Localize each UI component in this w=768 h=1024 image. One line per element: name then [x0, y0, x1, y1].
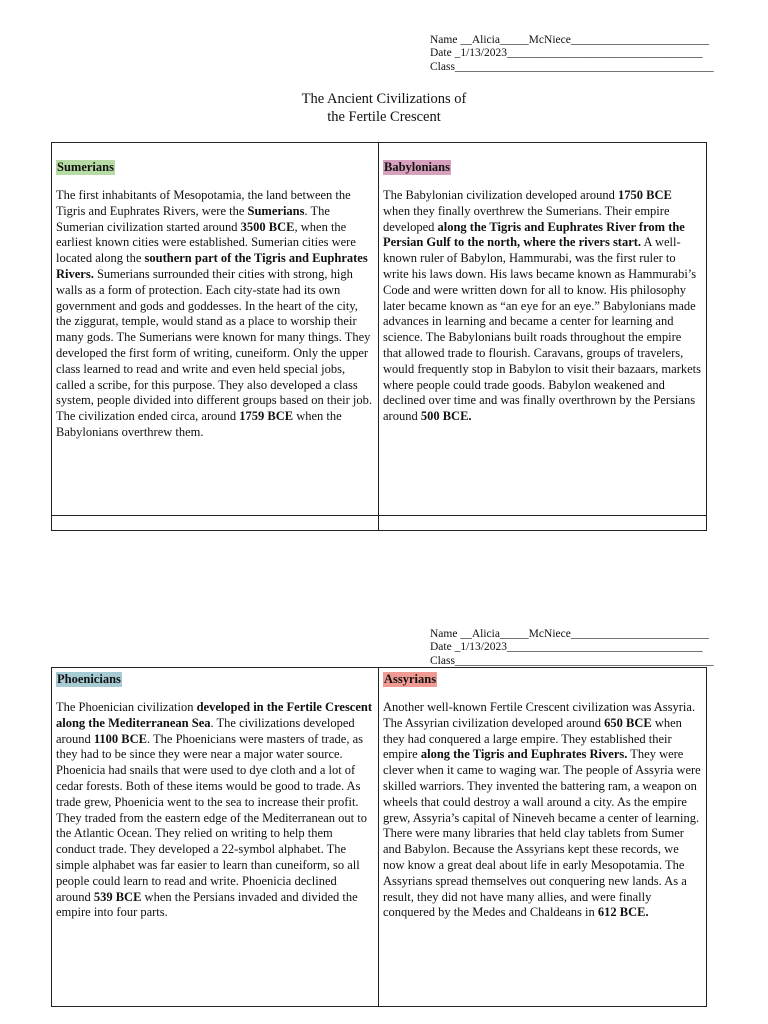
- text-run: The Phoenician civilization: [56, 700, 197, 714]
- title-line-1: The Ancient Civilizations of: [301, 91, 467, 107]
- table-bottom-divider: [378, 667, 379, 1007]
- assyrians-heading: Assyrians: [384, 672, 437, 686]
- name-line: Name __Alicia_____McNiece________________________: [430, 628, 709, 640]
- phoenicians-heading: Phoenicians: [57, 672, 121, 686]
- bold-run: southern part of the Tigris and Euphrates Rivers.: [56, 251, 368, 281]
- text-run: The first inhabitants of Mesopotamia, the land between the Tigris and Euphrates Rivers, were the: [56, 188, 351, 218]
- sumerians-cell: [56, 158, 374, 513]
- phoenicians-text: [56, 700, 374, 921]
- class-line: Class_____________________________________________: [430, 60, 714, 73]
- text-run: when the Persians invaded and divided the empire into four parts.: [56, 889, 358, 920]
- page-title: [0, 90, 768, 126]
- bold-run: 1100 BCE: [93, 731, 147, 746]
- bold-run: 650 BCE: [604, 715, 652, 730]
- text-run: Another well-known Fertile Crescent civilization was Assyria. The Assyrian civilization developed around: [383, 700, 696, 730]
- name-line: Name __Alicia_____McNiece________________________: [430, 34, 709, 46]
- bold-run: 539 BCE: [93, 889, 142, 904]
- phoenicians-cell: [56, 670, 374, 1004]
- bold-run: developed in the Fertile Crescent along the Mediterranean: [56, 700, 373, 730]
- bold-run: 1759 BCE: [239, 409, 294, 424]
- text-run: when they finally overthrew the Sumerians. Their empire developed: [383, 203, 670, 234]
- bold-run: along the Tigris and Euphrates Rivers.: [420, 747, 628, 762]
- date-line: Date _1/13/2023__________________________________: [430, 641, 703, 654]
- text-run: They were clever when it came to waging war. The people of Assyria were skilled warriors. They invented the battering ram, a weapon on wheels that could destroy a wall around a city. As the empire grew, Assyria’s capital of Nineveh became a center of learning. There were many libraries that held clay tablets from Sumer and Babylon. Because the Assyrians kept these records, we now know a great deal about life in early Mesopotamia. The Assyrians spread themselves out conquering new lands. As a result, they did not have many allies, and were finally conquered by the Medes and Chaldeans in: [383, 747, 701, 920]
- babylonians-text: [383, 188, 701, 425]
- text-run: , when the earliest known cities were established. Sumerian cities were located along the: [56, 219, 356, 266]
- bold-run: 1750 BCE: [618, 188, 672, 202]
- text-run: . The civilizations developed around: [56, 715, 355, 746]
- assyrians-text: [383, 700, 703, 921]
- bold-run: 3500 BCE: [240, 219, 295, 234]
- text-run: The Babylonian civilization developed around: [383, 188, 618, 202]
- text-run: . The Sumerian civilization started around: [56, 203, 330, 234]
- babylonians-cell: [383, 158, 701, 513]
- bold-run: 500 BCE.: [420, 409, 472, 424]
- babylonians-heading: Babylonians: [384, 160, 451, 174]
- student-info-header-2: [430, 628, 714, 668]
- title-line-2: the Fertile Crescent: [327, 109, 441, 125]
- assyrians-cell: [383, 670, 703, 1004]
- table-top-divider: [378, 142, 379, 531]
- student-info-header: [430, 34, 714, 74]
- text-run: . The Phoenicians were masters of trade, as they had to be since they were near a major water source. Phoenicia had snails that were used to dye cloth and a lot of cedar forests. Both of these items would be good to trade. As trade grew, Phoenicia went to the sea to increase their profit. They traded from the eastern edge of the Mediterranean out to the Atlantic Ocean. They relied on writing to help them conduct trade. They developed a 22-symbol alphabet. The simple alphabet was far easier to learn than cuneiform, so all people could learn to read and write. Phoenicia declined around: [56, 731, 367, 904]
- bold-run: along the Tigris and Euphrates River from the Persian Gulf to the north, where the rivers start.: [383, 219, 685, 250]
- text-run: Sumerians surrounded their cities with strong, high walls as a form of protection. Each city-state had its own government and gods and goddesses. In the heart of the city, the ziggurat, temple, would stand as a place to worship their many gods. The Sumerians were known for many things. They developed the first form of writing, cuneiform. Only the upper class learned to read and write and even held special jobs, called a scribe, for this purpose. They also developed a class system, people divided into different groups based on their job. The civilization ended circa, around: [56, 266, 373, 424]
- text-run: when the Babylonians overthrew them.: [56, 409, 342, 439]
- text-run: A well-known ruler of Babylon, Hammurabi, was the first ruler to write his laws down. His laws became known as Hammurabi’s Code and were written down for all to know. His philosophy later became known as “an eye for an eye.” Babylonians made advances in learning and became a center for learning and science. The Babylonians built roads throughout the empire that allowed trade to flourish. Caravans, groups of travelers, would frequently stop in Babylon to visit their bazaars, markets where people could trade goods. Babylon weakened and declined over time and was finally overthrown by the Persians around: [383, 235, 701, 424]
- bold-run: 612 BCE.: [597, 905, 649, 920]
- text-run: when they had conquered a large empire. They established their empire: [383, 715, 682, 762]
- table-top-footer-line: [51, 515, 707, 516]
- bold-run: Sumerians: [247, 203, 305, 218]
- sumerians-heading: Sumerians: [57, 160, 114, 174]
- class-line: Class_____________________________________________: [430, 654, 714, 667]
- date-line: Date _1/13/2023__________________________________: [430, 47, 703, 60]
- sumerians-text: [56, 188, 374, 441]
- bold-run: Sea: [191, 715, 211, 730]
